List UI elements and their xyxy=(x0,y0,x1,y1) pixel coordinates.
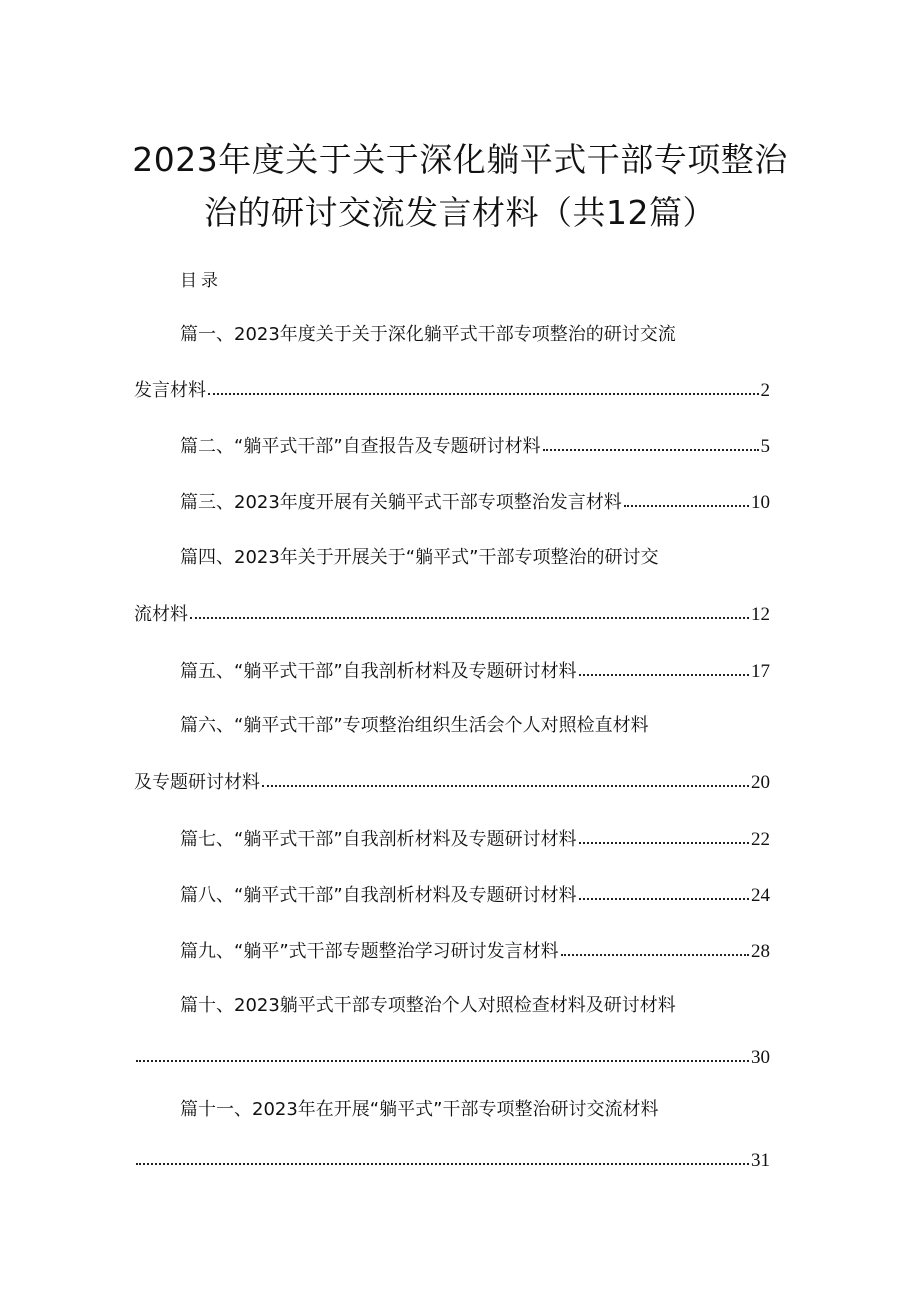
toc-entry-1-line-2: 发言材料 xyxy=(134,380,206,401)
toc-entry-8[interactable] xyxy=(180,879,770,907)
toc-entry-9-title: 篇九、“躺平”式干部专题整治学习研讨发言材料 xyxy=(180,941,559,962)
toc-entry-3-page: 10 xyxy=(751,492,770,513)
document-title-line-2: 治的研讨交流发言材料（共12篇） xyxy=(204,193,716,232)
toc-entry-11-page: 31 xyxy=(751,1150,770,1171)
toc-entry-10-line-1[interactable]: 篇十、2023躺平式干部专项整治个人对照检查材料及研讨材料 xyxy=(180,995,676,1016)
toc-entry-4-line-1[interactable]: 篇四、2023年关于开展关于“躺平式”干部专项整治的研讨交 xyxy=(180,547,659,568)
toc-entry-9-page: 28 xyxy=(751,941,770,962)
dot-leader xyxy=(543,449,759,451)
dot-leader xyxy=(136,1060,749,1062)
toc-entry-11[interactable] xyxy=(134,1144,770,1172)
document-title-line-1: 2023年度关于关于深化躺平式干部专项整治 xyxy=(132,140,788,179)
dot-leader xyxy=(208,393,759,395)
toc-entry-6-line-1[interactable]: 篇六、“躺平式干部”专项整治组织生活会个人对照检直材料 xyxy=(180,715,649,736)
toc-entry-4-page: 12 xyxy=(751,604,770,625)
toc-entry-6-line-2: 及专题研讨材料 xyxy=(134,772,260,793)
dot-leader xyxy=(579,674,749,676)
toc-entry-6[interactable] xyxy=(134,766,770,794)
dot-leader xyxy=(262,785,749,787)
toc-entry-2-title: 篇二、“躺平式干部”自查报告及专题研讨材料 xyxy=(180,436,541,457)
toc-entry-6-page: 20 xyxy=(751,772,770,793)
toc-entry-1-page: 2 xyxy=(760,380,770,401)
toc-entry-5[interactable] xyxy=(180,655,770,683)
toc-entry-7-title: 篇七、“躺平式干部”自我剖析材料及专题研讨材料 xyxy=(180,829,577,850)
dot-leader xyxy=(579,898,749,900)
toc-entry-10[interactable] xyxy=(134,1041,770,1069)
toc-entry-7[interactable] xyxy=(180,823,770,851)
toc-entry-5-title: 篇五、“躺平式干部”自我剖析材料及专题研讨材料 xyxy=(180,661,577,682)
toc-entry-8-title: 篇八、“躺平式干部”自我剖析材料及专题研讨材料 xyxy=(180,885,577,906)
toc-entry-11-line-1[interactable]: 篇十一、2023年在开展“躺平式”干部专项整治研讨交流材料 xyxy=(180,1099,659,1120)
toc-entry-8-page: 24 xyxy=(751,885,770,906)
dot-leader xyxy=(136,1163,749,1165)
dot-leader xyxy=(624,505,749,507)
toc-entry-3-title: 篇三、2023年度开展有关躺平式干部专项整治发言材料 xyxy=(180,492,622,513)
toc-entry-1[interactable] xyxy=(134,374,770,402)
dot-leader xyxy=(579,842,749,844)
toc-entry-2[interactable] xyxy=(180,430,770,458)
toc-entry-9[interactable] xyxy=(180,935,770,963)
toc-entry-10-page: 30 xyxy=(751,1047,770,1068)
toc-entry-4[interactable] xyxy=(134,598,770,626)
toc-entry-4-line-2: 流材料 xyxy=(134,604,188,625)
toc-entry-5-page: 17 xyxy=(751,661,770,682)
dot-leader xyxy=(190,617,749,619)
toc-entry-3[interactable] xyxy=(180,486,770,514)
toc-entry-7-page: 22 xyxy=(751,829,770,850)
toc-heading: 目录 xyxy=(180,271,222,291)
toc-entry-2-page: 5 xyxy=(760,436,770,457)
dot-leader xyxy=(561,954,749,956)
toc-entry-1-line-1[interactable]: 篇一、2023年度关于关于深化躺平式干部专项整治的研讨交流 xyxy=(180,324,676,345)
